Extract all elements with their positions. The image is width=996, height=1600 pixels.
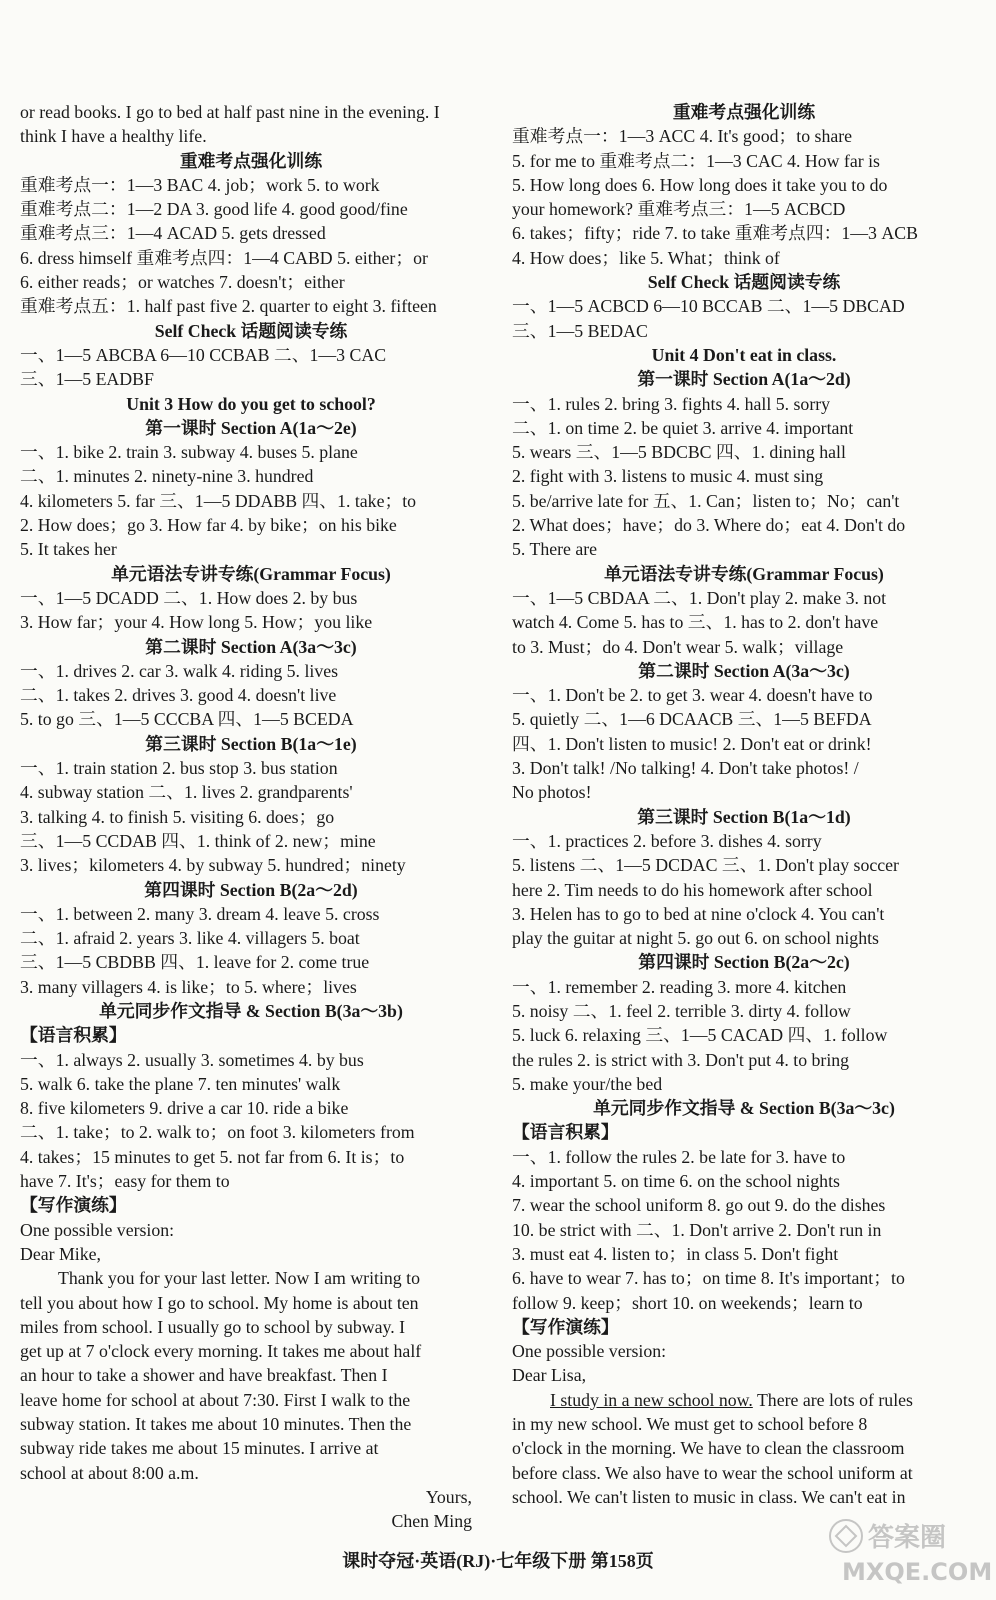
subsection-label bbox=[20, 1193, 482, 1217]
answer-line bbox=[20, 1169, 482, 1193]
answer-line bbox=[20, 829, 482, 853]
answer-line bbox=[20, 197, 482, 221]
section-heading bbox=[20, 319, 482, 343]
section-heading bbox=[512, 100, 976, 124]
line-text: 5. quietly 二、1—6 DCAACB 三、1—5 BEFDA bbox=[512, 709, 872, 730]
answer-line bbox=[512, 416, 976, 440]
section-heading bbox=[512, 659, 976, 683]
line-text: an hour to take a shower and have breakfast. Then I bbox=[20, 1365, 388, 1386]
answer-line bbox=[512, 1291, 976, 1315]
answer-line bbox=[512, 1461, 976, 1485]
line-text: 5. listens 二、1—5 DCDAC 三、1. Don't play soccer bbox=[512, 855, 899, 876]
left-column bbox=[20, 100, 482, 1534]
line-text: 一、1—5 ACBCD 6—10 BCCAB 二、1—5 DBCAD bbox=[512, 296, 905, 317]
answer-line bbox=[512, 149, 976, 173]
line-text: 重难考点强化训练 bbox=[672, 102, 816, 122]
section-heading bbox=[20, 999, 482, 1023]
line-text: 重难考点三：1—4 ACAD 5. gets dressed bbox=[20, 223, 326, 244]
answer-line bbox=[20, 1266, 482, 1290]
line-text: 7. wear the school uniform 8. go out 9. do the dishes bbox=[512, 1195, 886, 1216]
page-footer: 课时夺冠·英语(RJ)·七年级下册 第158页 bbox=[342, 1551, 654, 1571]
line-text: 2. fight with 3. listens to music 4. must sing bbox=[512, 466, 824, 487]
answer-line bbox=[20, 756, 482, 780]
answer-line bbox=[512, 197, 976, 221]
answer-line bbox=[20, 610, 482, 634]
line-text: 3. lives；kilometers 4. by subway 5. hundred；ninety bbox=[20, 855, 406, 876]
line-text: 二、1. afraid 2. years 3. like 4. villagers 5. boat bbox=[20, 928, 360, 949]
answer-line bbox=[512, 1048, 976, 1072]
answer-line bbox=[512, 732, 976, 756]
line-text: One possible version: bbox=[20, 1219, 175, 1240]
answer-line bbox=[20, 343, 482, 367]
line-text: 三、1—5 CBDBB 四、1. leave for 2. come true bbox=[20, 952, 370, 973]
line-text: 一、1. between 2. many 3. dream 4. leave 5. cross bbox=[20, 903, 380, 924]
answer-line bbox=[512, 1339, 976, 1363]
line-text: 重难考点强化训练 bbox=[179, 150, 323, 171]
section-heading bbox=[512, 950, 976, 974]
line-text: 4. important 5. on time 6. on the school nights bbox=[512, 1171, 840, 1192]
answer-line bbox=[20, 902, 482, 926]
answer-line bbox=[20, 464, 482, 488]
section-heading bbox=[512, 805, 976, 829]
line-text: Chen Ming bbox=[391, 1511, 472, 1532]
section-heading bbox=[20, 635, 482, 659]
answer-line bbox=[512, 246, 976, 270]
section-heading bbox=[512, 1096, 976, 1120]
line-text: 一、1. practices 2. before 3. dishes 4. sorry bbox=[512, 830, 822, 851]
answer-line bbox=[512, 392, 976, 416]
line-text: 第一课时 Section A(1a～2e) bbox=[145, 417, 357, 438]
line-text: 单元语法专讲专练(Grammar Focus) bbox=[604, 563, 884, 584]
line-text: school. We can't listen to music in class. We can't eat in bbox=[512, 1486, 906, 1507]
answer-line bbox=[512, 926, 976, 950]
line-text: school at about 8:00 a.m. bbox=[20, 1462, 199, 1483]
line-text: 一、1. follow the rules 2. be late for 3. have to bbox=[512, 1146, 846, 1167]
right-column bbox=[512, 100, 976, 1509]
answer-line bbox=[512, 902, 976, 926]
line-text: 【写作演练】 bbox=[20, 1195, 127, 1216]
answer-line bbox=[20, 367, 482, 391]
line-text: before class. We also have to wear the school uniform at bbox=[512, 1462, 913, 1483]
answer-line bbox=[512, 853, 976, 877]
answer-line bbox=[512, 294, 976, 318]
line-text: 二、1. on time 2. be quiet 3. arrive 4. important bbox=[512, 417, 854, 438]
line-text: 6. takes；fifty；ride 7. to take 重难考点四：1—3 ACB bbox=[512, 223, 918, 244]
answer-line bbox=[512, 221, 976, 245]
line-text: 3. How far；your 4. How long 5. How；you like bbox=[20, 612, 373, 633]
line-text: 4. How does；like 5. What；think of bbox=[512, 247, 780, 268]
line-text: Unit 4 Don't eat in class. bbox=[651, 344, 837, 365]
answer-line bbox=[512, 489, 976, 513]
line-text: 5. There are bbox=[512, 539, 598, 560]
line-text: There are lots of rules bbox=[756, 1389, 913, 1410]
line-text: 三、1—5 EADBF bbox=[20, 369, 154, 390]
section-heading bbox=[20, 732, 482, 756]
answer-line bbox=[512, 1193, 976, 1217]
answer-line bbox=[512, 780, 976, 804]
answer-line bbox=[512, 1145, 976, 1169]
line-text: or read books. I go to bed at half past nine in the evening. I bbox=[20, 102, 440, 122]
line-text: 一、1—5 ABCBA 6—10 CCBAB 二、1—3 CAC bbox=[20, 344, 387, 365]
line-text: 第一课时 Section A(1a～2d) bbox=[637, 369, 851, 390]
answer-line bbox=[512, 829, 976, 853]
line-text: 重难考点一：1—3 BAC 4. job；work 5. to work bbox=[20, 174, 380, 195]
line-text: 第三课时 Section B(1a～1e) bbox=[145, 733, 357, 754]
line-text: 一、1. bike 2. train 3. subway 4. buses 5. plane bbox=[20, 442, 358, 463]
answer-line bbox=[20, 100, 482, 124]
answer-line bbox=[512, 683, 976, 707]
line-text: 10. be strict with 二、1. Don't arrive 2. Don't run in bbox=[512, 1219, 882, 1240]
line-text: subway station. It takes me about 10 minutes. Then the bbox=[20, 1414, 412, 1435]
section-heading bbox=[20, 392, 482, 416]
answer-line bbox=[512, 319, 976, 343]
answer-line bbox=[512, 1266, 976, 1290]
line-text: 二、1. takes 2. drives 3. good 4. doesn't live bbox=[20, 685, 337, 706]
answer-line bbox=[20, 270, 482, 294]
line-text: 5. be/arrive late for 五、1. Can；listen to；No；can't bbox=[512, 490, 900, 511]
answer-line bbox=[512, 1169, 976, 1193]
line-text: 【语言积累】 bbox=[512, 1122, 619, 1143]
answer-line bbox=[512, 756, 976, 780]
answer-line bbox=[512, 586, 976, 610]
answer-line bbox=[20, 1048, 482, 1072]
line-text: 一、1. train station 2. bus stop 3. bus station bbox=[20, 758, 338, 779]
answer-line bbox=[20, 513, 482, 537]
line-text: the rules 2. is strict with 3. Don't put 4. to bring bbox=[512, 1049, 850, 1070]
answer-line bbox=[20, 1339, 482, 1363]
line-text: 一、1. Don't be 2. to get 3. wear 4. doesn't have to bbox=[512, 685, 873, 706]
answer-line bbox=[20, 805, 482, 829]
line-text: 一、1—5 CBDAA 二、1. Don't play 2. make 3. not bbox=[512, 587, 887, 608]
line-text: Yours, bbox=[425, 1486, 472, 1507]
line-text: 单元同步作文指导 & Section B(3a～3c) bbox=[593, 1098, 895, 1119]
line-text: 三、1—5 CCDAB 四、1. think of 2. new；mine bbox=[20, 830, 376, 851]
answer-line bbox=[20, 1509, 482, 1533]
subsection-label bbox=[20, 1023, 482, 1047]
answer-line bbox=[512, 1485, 976, 1509]
answer-line bbox=[512, 975, 976, 999]
section-heading bbox=[20, 562, 482, 586]
line-text: 【写作演练】 bbox=[512, 1316, 619, 1337]
line-text: 5. for me to 重难考点二：1—3 CAC 4. How far is bbox=[512, 150, 880, 171]
answer-line bbox=[20, 1485, 482, 1509]
answer-line bbox=[20, 173, 482, 197]
line-text: 二、1. take；to 2. walk to；on foot 3. kilometers from bbox=[20, 1122, 415, 1143]
answer-line bbox=[512, 1436, 976, 1460]
answer-line bbox=[20, 489, 482, 513]
line-text: 单元语法专讲专练(Grammar Focus) bbox=[111, 563, 391, 584]
line-text: 3. many villagers 4. is like；to 5. where；lives bbox=[20, 976, 357, 997]
answer-line bbox=[20, 537, 482, 561]
answer-line bbox=[20, 1072, 482, 1096]
answer-line bbox=[20, 1291, 482, 1315]
line-text: 5. luck 6. relaxing 三、1—5 CACAD 四、1. follow bbox=[512, 1025, 888, 1046]
line-text: 3. talking 4. to finish 5. visiting 6. does；go bbox=[20, 806, 335, 827]
answer-line bbox=[512, 878, 976, 902]
line-text: 第三课时 Section B(1a～1d) bbox=[637, 806, 851, 827]
line-text: 2. What does；have；do 3. Where do；eat 4. Don't do bbox=[512, 515, 906, 536]
line-text: 二、1. minutes 2. ninety-nine 3. hundred bbox=[20, 466, 314, 487]
answer-line bbox=[512, 1388, 976, 1412]
line-text: 6. dress himself 重难考点四：1—4 CABD 5. either；or bbox=[20, 247, 428, 268]
answer-line bbox=[20, 586, 482, 610]
answer-line bbox=[20, 853, 482, 877]
line-text: leave home for school at about 7:30. First I walk to the bbox=[20, 1389, 411, 1410]
answer-line bbox=[512, 173, 976, 197]
answer-line bbox=[20, 975, 482, 999]
line-text: 5. wears 三、1—5 BDCBC 四、1. dining hall bbox=[512, 442, 846, 463]
line-text: No photos! bbox=[512, 782, 592, 803]
section-heading bbox=[512, 367, 976, 391]
answer-line bbox=[20, 950, 482, 974]
line-text: 3. must eat 4. listen to；in class 5. Don't fight bbox=[512, 1243, 839, 1264]
answer-line bbox=[20, 1242, 482, 1266]
answer-line bbox=[20, 659, 482, 683]
section-heading bbox=[512, 562, 976, 586]
line-text: 三、1—5 BEDAC bbox=[512, 320, 648, 341]
answer-line bbox=[20, 683, 482, 707]
line-text: tell you about how I go to school. My home is about ten bbox=[20, 1292, 419, 1313]
line-text: 第四课时 Section B(2a～2c) bbox=[638, 952, 850, 973]
line-text: play the guitar at night 5. go out 6. on school nights bbox=[512, 928, 879, 949]
line-text: 3. Don't talk! /No talking! 4. Don't take photos! / bbox=[512, 758, 859, 779]
line-text: 6. either reads；or watches 7. doesn't；either bbox=[20, 272, 345, 293]
section-heading bbox=[20, 149, 482, 173]
section-heading bbox=[512, 343, 976, 367]
line-text: 8. five kilometers 9. drive a car 10. ride a bike bbox=[20, 1098, 349, 1119]
answer-line bbox=[20, 1145, 482, 1169]
line-text: 5. make your/the bed bbox=[512, 1073, 663, 1094]
answer-line bbox=[512, 1072, 976, 1096]
line-text: in my new school. We must get to school before 8 bbox=[512, 1414, 868, 1435]
line-text: your homework? 重难考点三：1—5 ACBCD bbox=[512, 199, 846, 220]
section-heading bbox=[20, 878, 482, 902]
answer-line bbox=[512, 610, 976, 634]
line-text: 单元同步作文指导 & Section B(3a～3b) bbox=[99, 1000, 403, 1021]
line-text: Unit 3 How do you get to school? bbox=[126, 393, 376, 414]
line-text: have 7. It's；easy for them to bbox=[20, 1171, 230, 1192]
answer-line bbox=[512, 1412, 976, 1436]
answer-line bbox=[20, 440, 482, 464]
answer-line bbox=[20, 1218, 482, 1242]
answer-line bbox=[20, 1315, 482, 1339]
line-text: think I have a healthy life. bbox=[20, 126, 207, 147]
line-text: Dear Mike, bbox=[20, 1243, 101, 1264]
line-text: here 2. Tim needs to do his homework after school bbox=[512, 879, 873, 900]
answer-line bbox=[20, 926, 482, 950]
line-text: 4. kilometers 5. far 三、1—5 DDABB 四、1. take；to bbox=[20, 490, 417, 511]
answer-line bbox=[20, 124, 482, 148]
line-text: miles from school. I usually go to school by subway. I bbox=[20, 1316, 406, 1337]
watermark-logo-text: 答案圈 bbox=[868, 1523, 947, 1553]
answer-line bbox=[20, 707, 482, 731]
section-heading bbox=[512, 270, 976, 294]
line-text: 5. noisy 二、1. feel 2. terrible 3. dirty 4. follow bbox=[512, 1000, 851, 1021]
line-text: Self Check 话题阅读专练 bbox=[647, 272, 841, 293]
answer-line bbox=[512, 1218, 976, 1242]
line-text: 【语言积累】 bbox=[20, 1025, 127, 1046]
underlined-sentence: I study in a new school now. bbox=[550, 1389, 753, 1410]
answer-line bbox=[512, 1242, 976, 1266]
line-text: 重难考点一：1—3 ACC 4. It's good；to share bbox=[512, 126, 853, 147]
line-text: 5. to go 三、1—5 CCCBA 四、1—5 BCEDA bbox=[20, 709, 354, 730]
line-text: o'clock in the morning. We have to clean the classroom bbox=[512, 1438, 905, 1459]
line-text: 一、1. remember 2. reading 3. more 4. kitchen bbox=[512, 976, 847, 997]
line-text: watch 4. Come 5. has to 三、1. has to 2. don't have bbox=[512, 612, 879, 633]
answer-line bbox=[512, 464, 976, 488]
line-text: 第四课时 Section B(2a～2d) bbox=[144, 879, 358, 900]
answer-line bbox=[20, 1461, 482, 1485]
answer-line bbox=[20, 294, 482, 318]
line-text: to 3. Must；do 4. Don't wear 5. walk；village bbox=[512, 636, 844, 657]
line-text: Self Check 话题阅读专练 bbox=[154, 320, 348, 341]
line-text: 4. takes；15 minutes to get 5. not far from 6. It is；to bbox=[20, 1146, 405, 1167]
line-text: 4. subway station 二、1. lives 2. grandparents' bbox=[20, 782, 353, 803]
line-text: 第二课时 Section A(3a～3c) bbox=[145, 636, 357, 657]
answer-line bbox=[20, 1436, 482, 1460]
line-text: 重难考点五：1. half past five 2. quarter to eight 3. fifteen bbox=[20, 296, 437, 317]
answer-line bbox=[512, 1023, 976, 1047]
answer-line bbox=[20, 1363, 482, 1387]
line-text: 3. Helen has to go to bed at nine o'clock 4. You can't bbox=[512, 903, 885, 924]
line-text: 一、1. drives 2. car 3. walk 4. riding 5. lives bbox=[20, 660, 339, 681]
line-text: 2. How does；go 3. How far 4. by bike；on his bike bbox=[20, 515, 397, 536]
line-text: get up at 7 o'clock every morning. It takes me about half bbox=[20, 1341, 422, 1362]
line-text: subway ride takes me about 15 minutes. I arrive at bbox=[20, 1438, 379, 1459]
answer-line bbox=[512, 707, 976, 731]
line-text: follow 9. keep；short 10. on weekends；learn to bbox=[512, 1292, 863, 1313]
line-text: 重难考点二：1—2 DA 3. good life 4. good good/fine bbox=[20, 199, 408, 220]
line-text: 5. How long does 6. How long does it take you to do bbox=[512, 174, 888, 195]
answer-line bbox=[512, 440, 976, 464]
line-text: Dear Lisa, bbox=[512, 1365, 587, 1386]
watermark bbox=[824, 1510, 993, 1590]
answer-line bbox=[512, 1363, 976, 1387]
line-text: Thank you for your last letter. Now I am writing to bbox=[58, 1268, 420, 1289]
watermark-domain-text: MXQE.COM bbox=[842, 1558, 993, 1586]
subsection-label bbox=[512, 1315, 976, 1339]
answer-line bbox=[512, 999, 976, 1023]
section-heading bbox=[20, 416, 482, 440]
line-text: 一、1. rules 2. bring 3. fights 4. hall 5. sorry bbox=[512, 393, 831, 414]
line-text: 5. It takes her bbox=[20, 539, 117, 560]
line-text: 5. walk 6. take the plane 7. ten minutes' walk bbox=[20, 1073, 341, 1094]
answer-line bbox=[20, 1412, 482, 1436]
answer-line bbox=[20, 221, 482, 245]
line-text: 一、1. always 2. usually 3. sometimes 4. by bus bbox=[20, 1049, 364, 1070]
answer-line bbox=[20, 1096, 482, 1120]
answer-line bbox=[512, 513, 976, 537]
answer-line bbox=[20, 1388, 482, 1412]
answer-line bbox=[512, 124, 976, 148]
answer-line bbox=[512, 635, 976, 659]
line-text: 第二课时 Section A(3a～3c) bbox=[638, 660, 850, 681]
answer-line bbox=[512, 537, 976, 561]
line-text: 四、1. Don't listen to music! 2. Don't eat or drink! bbox=[512, 733, 872, 754]
answer-line bbox=[20, 1120, 482, 1144]
answer-line bbox=[20, 246, 482, 270]
line-text: One possible version: bbox=[512, 1341, 667, 1362]
answer-line bbox=[20, 780, 482, 804]
line-text: 一、1—5 DCADD 二、1. How does 2. by bus bbox=[20, 587, 358, 608]
subsection-label bbox=[512, 1120, 976, 1144]
line-text: 6. have to wear 7. has to；on time 8. It's important；to bbox=[512, 1268, 905, 1289]
